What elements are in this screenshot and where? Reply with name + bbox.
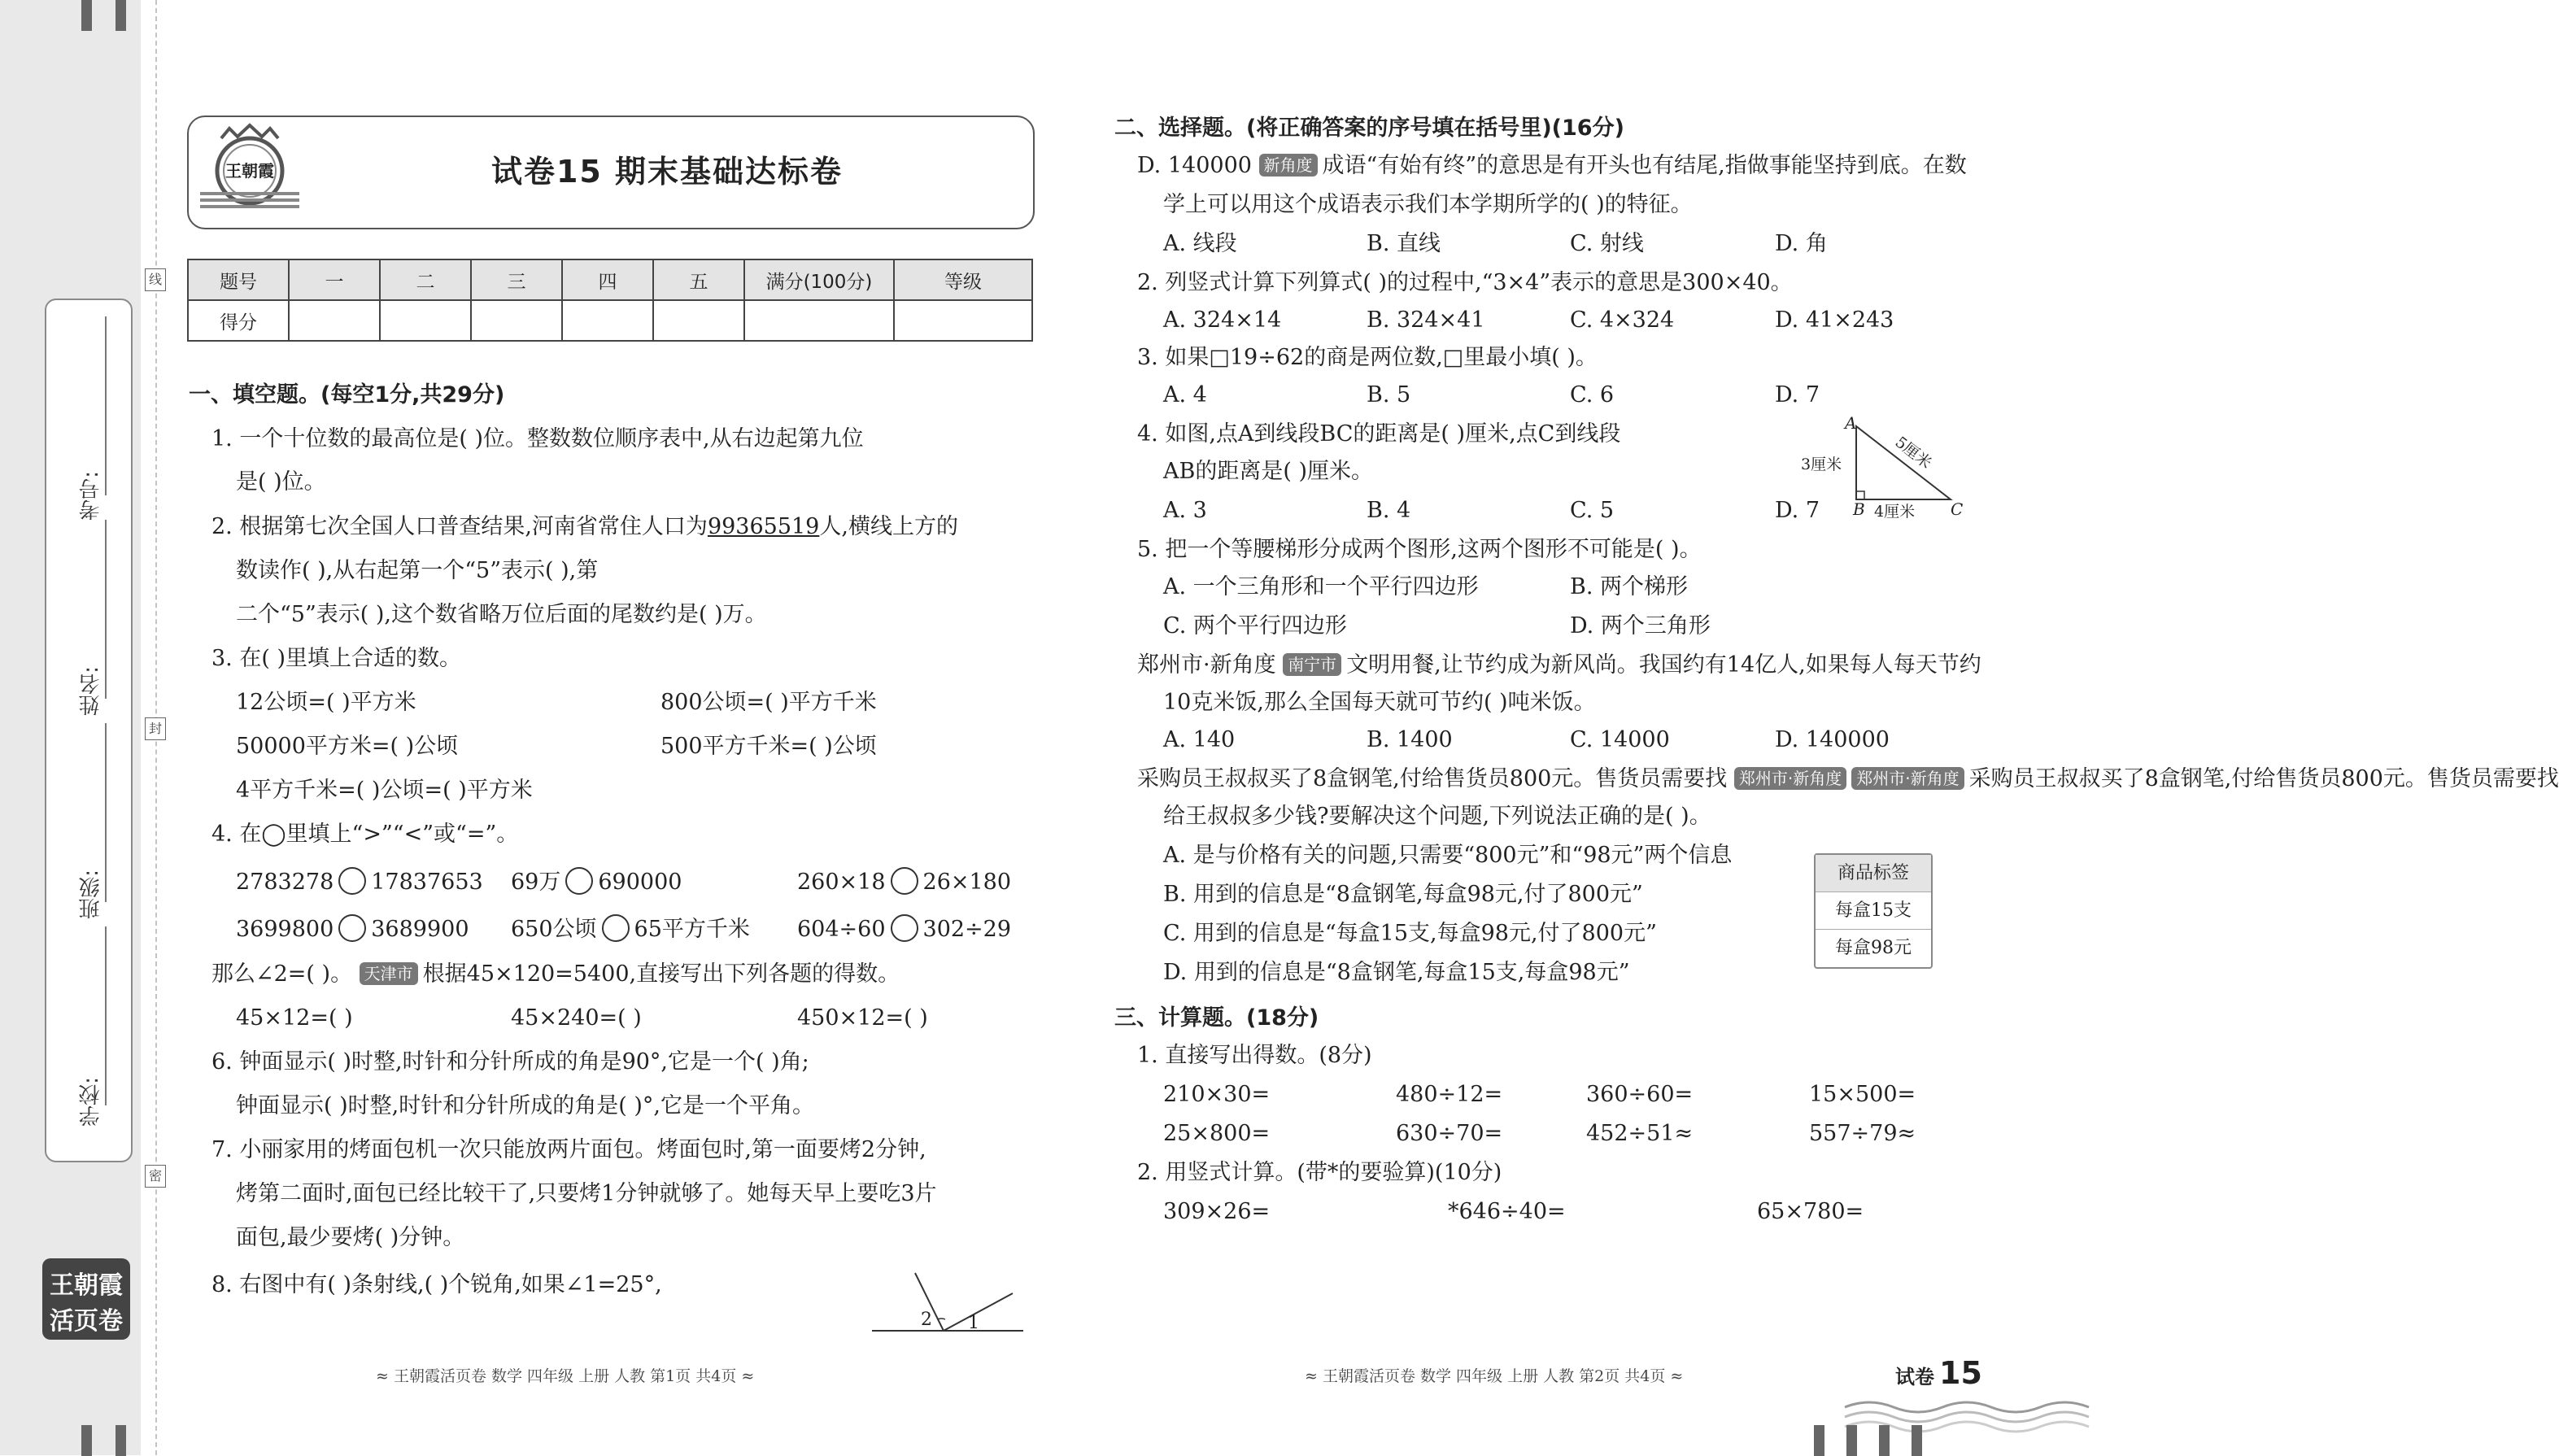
option[interactable]: D. 41×243 (1775, 307, 1894, 333)
calc-item[interactable]: 210×30= (1163, 1082, 1271, 1107)
paper-label-text: 试卷 (1895, 1366, 1934, 1388)
registration-mark (1879, 1425, 1890, 1456)
question-text: 7. 小丽家用的烤面包机一次只能放两片面包。烤面包时,第一面要烤2分钟, (211, 1137, 926, 1162)
question-text: 2. 列竖式计算下列算式( )的过程中,“3×4”表示的意思是300×40。 (1137, 270, 1793, 295)
calc-item[interactable]: 309×26= (1163, 1199, 1271, 1224)
seal-mark-feng: 封 (145, 717, 166, 740)
question-number: D. 140000 (1137, 153, 1252, 178)
option[interactable]: B. 1400 (1367, 727, 1453, 752)
option[interactable]: D. 7 (1775, 382, 1820, 408)
paper-number: 15 (1939, 1355, 1982, 1391)
angle-diagram (870, 1269, 1025, 1334)
question-text: 数读作( ),从右起第一个“5”表示( ),第 (236, 558, 599, 583)
question-text (1137, 151, 1967, 181)
class-label: 班级: (79, 870, 103, 919)
option[interactable]: A. 线段 (1163, 231, 1237, 256)
value: 604÷60 (797, 917, 886, 942)
price-tag-line: 每盒15支 (1816, 892, 1931, 930)
option[interactable]: A. 324×14 (1163, 307, 1282, 333)
question-text: 6. 钟面显示( )时整,时针和分针所成的角是90°,它是一个( )角; (211, 1049, 809, 1075)
question-text: 5. 把一个等腰梯形分成两个图形,这两个图形不可能是( )。 (1137, 537, 1702, 562)
option[interactable]: D. 用到的信息是“8盒钢笔,每盒15支,每盒98元” (1163, 960, 1630, 985)
score-cell[interactable] (289, 300, 380, 341)
footer-left: ≈ 王朝霞活页卷 数学 四年级 上册 人教 第1页 共4页 ≈ (376, 1367, 755, 1385)
option[interactable]: B. 324×41 (1367, 307, 1485, 333)
side-ab-length: 3厘米 (1801, 456, 1842, 473)
table-cell: 一 (289, 259, 380, 300)
question-text: 面包,最少要烤( )分钟。 (236, 1225, 465, 1250)
name-field[interactable] (105, 520, 107, 699)
exam-number-label: 考号: (79, 471, 103, 521)
option[interactable]: A. 一个三角形和一个平行四边形 (1163, 574, 1479, 599)
section2-heading: 二、选择题。(将正确答案的序号填在括号里)(16分) (1114, 116, 1624, 141)
emblem-text: 王朝霞 (225, 161, 274, 181)
vertex-a: A (1845, 413, 1857, 433)
value: 26×180 (922, 870, 1012, 895)
value: 650公顷 (511, 917, 597, 942)
calc-item[interactable]: 25×800= (1163, 1121, 1271, 1146)
option[interactable]: D. 角 (1775, 231, 1828, 256)
value: 302÷29 (922, 917, 1012, 942)
wave-decoration (1845, 1383, 2055, 1448)
angle-label-2: 2 (921, 1310, 932, 1330)
school-label: 学校: (79, 1077, 103, 1127)
compare-item (236, 914, 469, 944)
value: 260×18 (797, 870, 886, 895)
calc-item[interactable]: 65×780= (1757, 1199, 1864, 1224)
value: 3699800 (236, 917, 334, 942)
question-text (1137, 765, 2559, 794)
question-text: 450×12=( ) (797, 1005, 928, 1031)
table-cell: 等级 (894, 259, 1032, 300)
side-bc-length: 4厘米 (1874, 503, 1916, 521)
calc-item[interactable]: 480÷12= (1396, 1082, 1503, 1107)
question-text: 4平方千米=( )公顷=( )平方米 (236, 778, 533, 803)
option[interactable]: B. 4 (1367, 498, 1411, 523)
option[interactable]: C. 射线 (1570, 231, 1644, 256)
brand-logo (42, 1258, 130, 1340)
registration-mark (1814, 1425, 1824, 1456)
score-table (187, 259, 1033, 342)
question-text: 45×240=( ) (511, 1005, 642, 1031)
tag: 新角度 (1259, 154, 1318, 177)
compare-circle[interactable] (565, 867, 593, 895)
region-tag: 南宁市 (1283, 653, 1341, 676)
section3-heading: 三、计算题。(18分) (1114, 1005, 1319, 1031)
exam-number-field[interactable] (105, 316, 107, 495)
value: 65平方千米 (634, 917, 750, 942)
table-cell: 三 (471, 259, 562, 300)
question-text: 45×12=( ) (236, 1005, 353, 1031)
option[interactable]: A. 4 (1163, 382, 1207, 408)
value: 3689900 (371, 917, 469, 942)
angle-label-1: 1 (968, 1313, 979, 1333)
question-text-part: 人,横线上方的 (819, 514, 958, 539)
calc-item[interactable]: 452÷51≈ (1586, 1121, 1694, 1146)
option[interactable]: C. 两个平行四边形 (1163, 613, 1347, 639)
compare-circle[interactable] (338, 914, 366, 942)
compare-item (797, 867, 1011, 897)
registration-mark (81, 0, 92, 31)
option[interactable]: A. 是与价格有关的问题,只需要“800元”和“98元”两个信息 (1163, 843, 1733, 868)
question-text: 学上可以用这个成语表示我们本学期所学的( )的特征。 (1163, 192, 1693, 217)
angle-figure (870, 1269, 1025, 1334)
option[interactable]: C. 5 (1570, 498, 1615, 523)
score-table-header-row (188, 259, 1032, 300)
class-field[interactable] (105, 723, 107, 902)
value: 69万 (511, 870, 561, 895)
value: 690000 (598, 870, 682, 895)
value: 17837653 (371, 870, 483, 895)
value: 2783278 (236, 870, 334, 895)
side-ac-length: 5厘米 (1891, 433, 1935, 473)
question-text: 12公顷=( )平方米 (236, 690, 416, 715)
score-cell[interactable] (744, 300, 894, 341)
question-text: 10克米饭,那么全国每天就可节约( )吨米饭。 (1163, 690, 1596, 715)
question-text: 3. 如果□19÷62的商是两位数,□里最小填( )。 (1137, 345, 1598, 370)
compare-item (236, 867, 483, 897)
name-label: 姓名: (79, 666, 103, 716)
price-tag-line: 每盒98元 (1835, 938, 1912, 958)
question-number: 那么∠2=( )。 (211, 961, 353, 987)
score-cell[interactable] (380, 300, 471, 341)
question-text-part: 采购员王叔叔买了8盒钢笔,付给售货员800元。售货员需要找 (1968, 766, 2559, 791)
registration-mark (81, 1425, 92, 1456)
vertex-c: C (1951, 499, 1964, 519)
option[interactable]: B. 5 (1367, 382, 1411, 408)
publisher-emblem (197, 120, 303, 220)
compare-circle[interactable] (602, 914, 630, 942)
question-text (211, 512, 958, 542)
page-title: 试卷15 期末基础达标卷 (490, 154, 844, 190)
option[interactable]: C. 6 (1570, 382, 1615, 408)
option[interactable]: A. 3 (1163, 498, 1207, 523)
score-cell[interactable] (562, 300, 653, 341)
table-cell: 四 (562, 259, 653, 300)
question-text: 是( )位。 (236, 469, 326, 495)
compare-item (797, 914, 1011, 944)
region-tag: 郑州市·新角度 (1734, 767, 1846, 790)
question-text: 二个“5”表示( ),这个数省略万位后面的尾数约是( )万。 (236, 602, 767, 627)
calc-item[interactable]: *646÷40= (1448, 1199, 1566, 1224)
question-text: 1. 一个十位数的最高位是( )位。整数数位顺序表中,从右边起第九位 (211, 426, 864, 451)
compare-circle[interactable] (891, 867, 918, 895)
underlined-number: 99365519 (707, 514, 820, 539)
score-cell[interactable] (653, 300, 744, 341)
compare-item (511, 867, 682, 897)
vertex-b: B (1853, 499, 1865, 519)
table-cell: 题号 (188, 259, 289, 300)
calc-item[interactable]: 557÷79≈ (1809, 1121, 1916, 1146)
student-info-box (45, 299, 133, 1162)
calc-item[interactable]: 630÷70= (1396, 1121, 1503, 1146)
option[interactable]: C. 4×324 (1570, 307, 1675, 333)
question-text: 8. 右图中有( )条射线,( )个锐角,如果∠1=25°, (211, 1272, 662, 1297)
compare-item (511, 914, 750, 944)
question-text-part: 根据45×120=5400,直接写出下列各题的得数。 (422, 961, 900, 987)
compare-circle[interactable] (338, 867, 366, 895)
table-cell: 满分(100分) (744, 259, 894, 300)
score-table-score-row (188, 300, 1032, 341)
triangle-figure (1799, 415, 1962, 521)
seal-mark-xian: 线 (145, 268, 166, 291)
question-text: 4. 如图,点A到线段BC的距离是( )厘米,点C到线段 (1137, 421, 1621, 447)
option[interactable]: B. 两个梯形 (1570, 574, 1689, 599)
option[interactable]: D. 140000 (1775, 727, 1890, 752)
paper-label (1895, 1355, 1982, 1391)
question-text: 2. 用竖式计算。(带*的要验算)(10分) (1137, 1160, 1502, 1185)
score-cell[interactable] (894, 300, 1032, 341)
question-text: 钟面显示( )时整,时针和分针所成的角是( )°,它是一个平角。 (236, 1093, 814, 1118)
table-cell: 五 (653, 259, 744, 300)
right-angle-mark (1856, 491, 1864, 499)
table-cell: 二 (380, 259, 471, 300)
table-cell: 得分 (188, 300, 289, 341)
score-cell[interactable] (471, 300, 562, 341)
brand-name: 王朝霞 (50, 1271, 123, 1300)
price-tag-title: 商品标签 (1816, 855, 1931, 892)
seal-mark-mi: 密 (145, 1165, 166, 1188)
region-tag: 天津市 (360, 962, 418, 985)
brand-subtitle: 活页卷 (50, 1307, 123, 1336)
question-text-part: 文明用餐,让节约成为新风尚。我国约有14亿人,如果每人每天节约 (1346, 652, 1981, 678)
question-text: 3. 在( )里填上合适的数。 (211, 646, 461, 671)
question-text: 800公顷=( )平方千米 (660, 690, 877, 715)
school-field[interactable] (105, 926, 107, 1105)
price-tag (1814, 853, 1933, 969)
question-text: 50000平方米=( )公顷 (236, 734, 459, 759)
question-text: 1. 直接写出得数。(8分) (1137, 1043, 1372, 1068)
question-number: 采购员王叔叔买了8盒钢笔,付给售货员800元。售货员需要找 (1137, 766, 1728, 791)
footer-right: ≈ 王朝霞活页卷 数学 四年级 上册 人教 第2页 共4页 ≈ (1305, 1367, 1684, 1385)
calc-item[interactable]: 15×500= (1809, 1082, 1916, 1107)
registration-mark (1846, 1425, 1857, 1456)
question-text-part: 2. 根据第七次全国人口普查结果,河南省常住人口为 (211, 514, 708, 539)
option[interactable]: D. 两个三角形 (1570, 613, 1711, 639)
option[interactable]: D. 7 (1775, 498, 1820, 523)
region-tag: 郑州市·新角度 (1851, 767, 1964, 790)
option[interactable]: C. 用到的信息是“每盒15支,每盒98元,付了800元” (1163, 921, 1657, 946)
registration-mark (116, 1425, 126, 1456)
registration-mark (116, 0, 126, 31)
registration-mark (1912, 1425, 1922, 1456)
question-number: 郑州市·新角度 (1137, 652, 1276, 678)
section1-heading: 一、填空题。(每空1分,共29分) (189, 382, 505, 408)
question-text (1137, 651, 1981, 680)
question-text (211, 960, 900, 989)
question-text: 烤第二面时,面包已经比较干了,只要烤1分钟就够了。她每天早上要吃3片 (236, 1181, 937, 1206)
option[interactable]: B. 用到的信息是“8盒钢笔,每盒98元,付了800元” (1163, 882, 1643, 907)
question-text: 给王叔叔多少钱?要解决这个问题,下列说法正确的是( )。 (1163, 804, 1711, 829)
option[interactable]: C. 14000 (1570, 727, 1670, 752)
question-text-part: 成语“有始有终”的意思是有开头也有结尾,指做事能坚持到底。在数 (1322, 153, 1967, 178)
question-text: 500平方千米=( )公顷 (660, 734, 877, 759)
question-text: AB的距离是( )厘米。 (1163, 459, 1373, 484)
option[interactable]: B. 直线 (1367, 231, 1441, 256)
question-text: 4. 在◯里填上“>”“<”或“=”。 (211, 822, 519, 847)
option[interactable]: A. 140 (1163, 727, 1236, 752)
compare-circle[interactable] (891, 914, 918, 942)
calc-item[interactable]: 360÷60= (1586, 1082, 1694, 1107)
